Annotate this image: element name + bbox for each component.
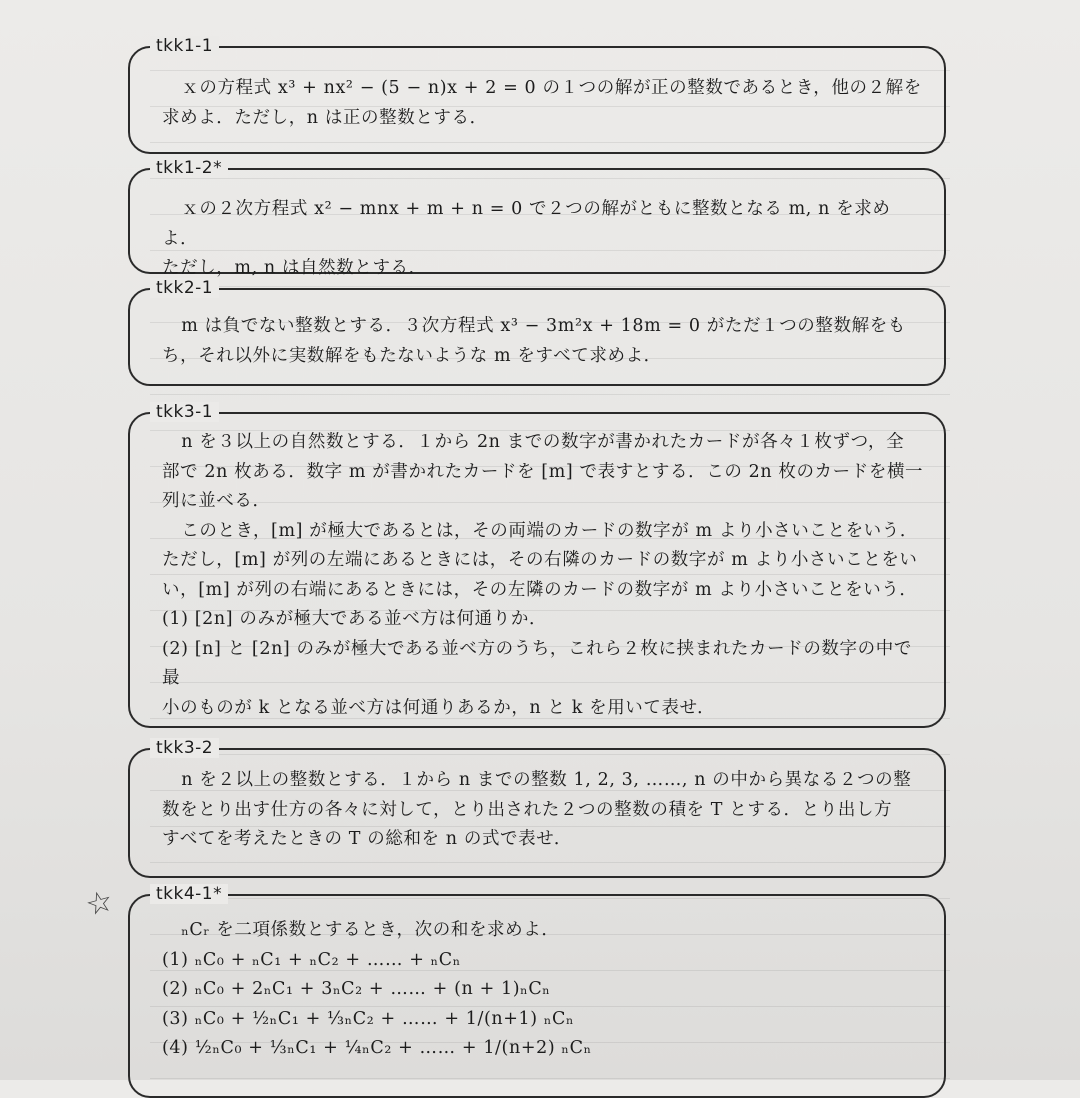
problem-text xyxy=(162,74,924,133)
problem-line: n を３以上の自然数とする．１から 2n までの数字が書かれたカードが各々１枚ずつ，全 xyxy=(181,432,905,452)
problem-label: tkk1-2* xyxy=(150,158,228,178)
problem-line: い，[m] が列の右端にあるときには，その左隣のカードの数字が m より小さいことをいう． xyxy=(162,579,918,600)
handwritten-star-mark: ☆ xyxy=(81,883,117,924)
problem-text xyxy=(162,195,924,284)
problem-tkk3-1 xyxy=(128,402,946,728)
problem-line: ｘの２次方程式 x² − mnx + m + n = 0 で２つの解がともに整数となる m, n を求めよ． xyxy=(162,199,891,249)
problem-tkk1-2 xyxy=(128,158,946,278)
problem-line: ただし，[m] が列の左端にあるときには，その右隣のカードの数字が m より小さいことをい xyxy=(162,550,918,570)
problem-line: (4) ½ₙC₀ + ⅓ₙC₁ + ¼ₙC₂ + …… + 1/(n+2) ₙCₙ xyxy=(162,1038,592,1058)
problem-line: 小のものが k となる並べ方は何通りあるか，n と k を用いて表せ． xyxy=(162,697,716,718)
problem-line: ｘの方程式 x³ + nx² − (5 − n)x + 2 = 0 の１つの解が正の整数であるとき，他の２解を xyxy=(181,78,922,98)
problem-line: (1) ₙC₀ + ₙC₁ + ₙC₂ + …… + ₙCₙ xyxy=(162,949,461,970)
problem-line: (2) ₙC₀ + 2ₙC₁ + 3ₙC₂ + …… + (n + 1)ₙCₙ xyxy=(162,979,551,999)
problem-line: m は負でない整数とする．３次方程式 x³ − 3m²x + 18m = 0 がただ１つの整数解をも xyxy=(181,316,906,336)
problem-tkk1-1 xyxy=(128,36,946,152)
problem-text xyxy=(162,312,924,371)
problem-line: n を２以上の整数とする．１から n までの整数 1, 2, 3, ……, n の中から異なる２つの整 xyxy=(181,770,912,790)
problem-line: このとき，[m] が極大であるとは，その両端のカードの数字が m より小さいことをいう． xyxy=(181,520,918,541)
problem-line: (1) [2n] のみが極大である並べ方は何通りか． xyxy=(162,609,548,629)
problem-line: (3) ₙC₀ + ½ₙC₁ + ⅓ₙC₂ + …… + 1/(n+1) ₙCₙ xyxy=(162,1008,575,1029)
problem-line: (2) [n] と [2n] のみが極大である並べ方のうち，これら２枚に挟まれたカードの数字の中で最 xyxy=(162,638,912,688)
problem-line: すべてを考えたときの T の総和を n の式で表せ． xyxy=(162,829,572,849)
problem-line: ただし，m, n は自然数とする． xyxy=(162,258,427,278)
problem-label: tkk1-1 xyxy=(150,36,219,56)
problem-label: tkk3-2 xyxy=(150,738,219,758)
problem-line: 列に並べる． xyxy=(162,491,271,511)
problem-label: tkk4-1* xyxy=(150,884,228,904)
problem-text xyxy=(162,428,924,723)
problem-tkk3-2 xyxy=(128,738,946,878)
problem-line: 数をとり出す仕方の各々に対して，とり出された２つの整数の積を T とする．とり出し方 xyxy=(162,799,893,820)
problem-tkk2-1 xyxy=(128,278,946,388)
problem-label: tkk2-1 xyxy=(150,278,219,298)
problem-line: 求めよ．ただし，n は正の整数とする． xyxy=(162,107,488,128)
problem-line: ち，それ以外に実数解をもたないような m をすべて求めよ． xyxy=(162,345,662,366)
problem-label: tkk3-1 xyxy=(150,402,219,422)
problem-line: ₙCᵣ を二項係数とするとき，次の和を求めよ． xyxy=(181,920,560,940)
problem-line: 部で 2n 枚ある．数字 m が書かれたカードを [m] で表すとする．この 2n 枚のカードを横一 xyxy=(162,461,924,482)
problem-tkk4-1 xyxy=(128,884,946,1080)
problem-text xyxy=(162,766,924,855)
problem-text xyxy=(162,916,924,1064)
